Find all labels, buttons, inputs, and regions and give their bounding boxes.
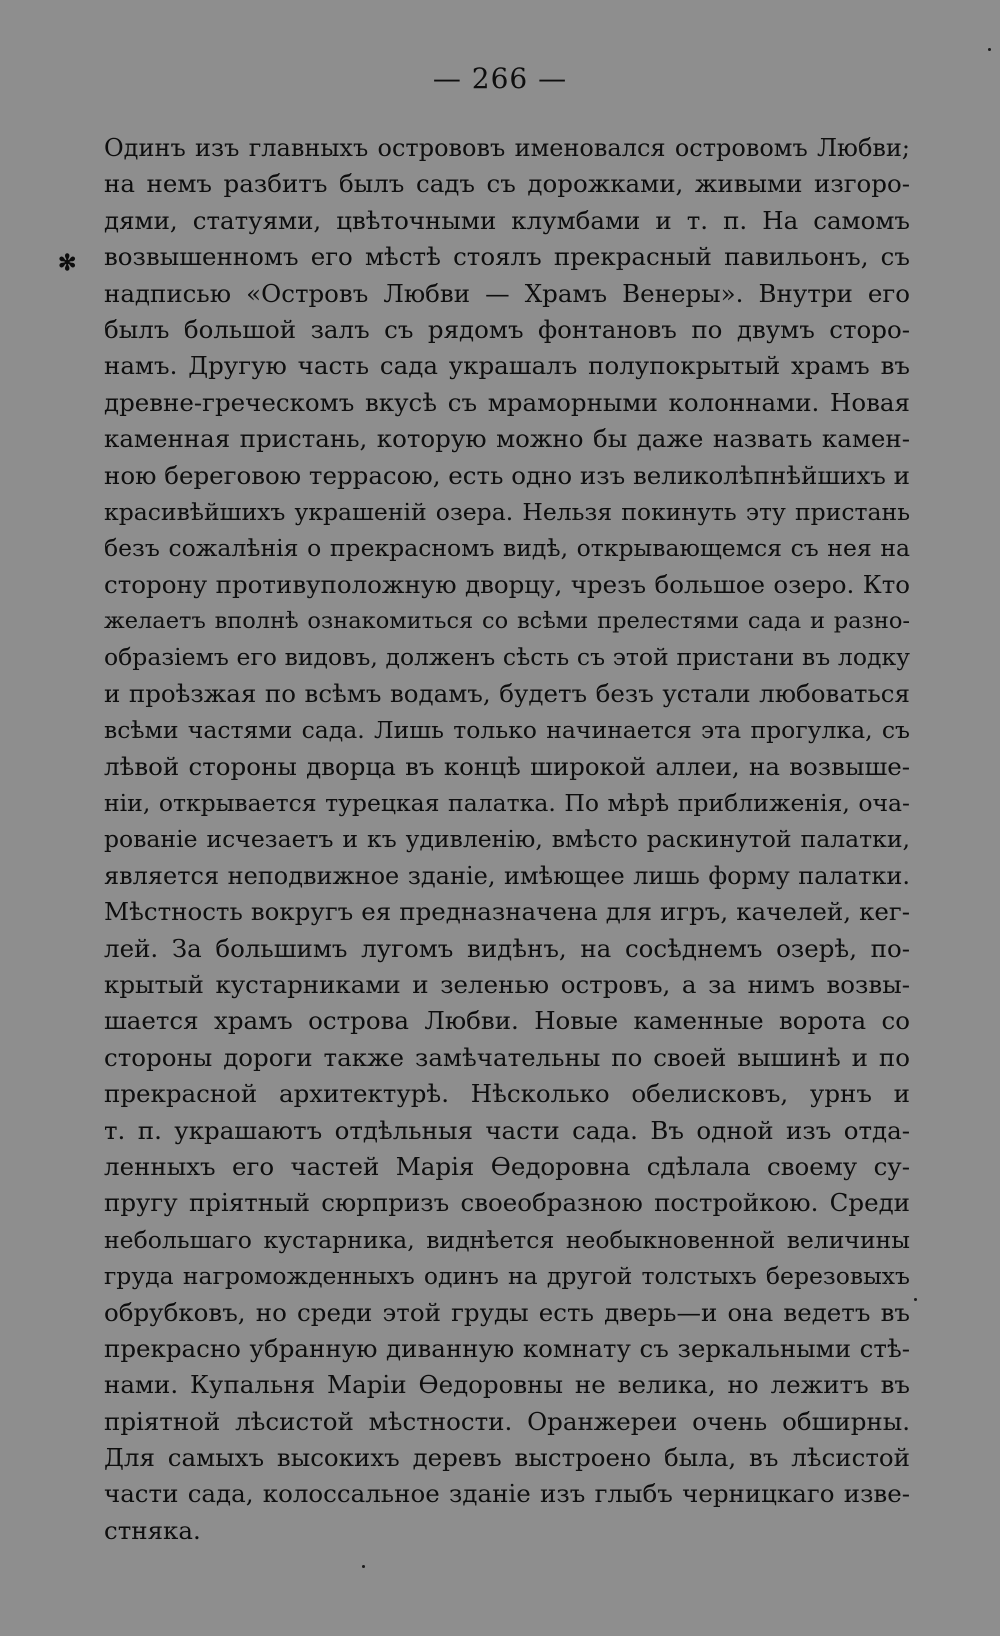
text-line: пругу пріятный сюрпризъ своеобразною постройкою. Среди	[104, 1188, 910, 1218]
scan-speck	[914, 1298, 917, 1301]
scan-speck	[988, 48, 991, 51]
text-line: нами. Купальня Маріи Өедоровны не велика, но лежитъ въ	[104, 1370, 910, 1400]
text-line: ленныхъ его частей Марія Өедоровна сдѣлала своему су-	[104, 1151, 910, 1181]
text-line: пріятной лѣсистой мѣстности. Оранжереи очень обширны.	[104, 1406, 910, 1436]
text-line: стняка.	[104, 1515, 201, 1545]
text-line: шается храмъ острова Любви. Новые каменные ворота со	[104, 1006, 910, 1036]
text-line: Одинъ изъ главныхъ острововъ именовался островомъ Любви;	[104, 134, 910, 162]
page-number: — 266 —	[432, 62, 568, 95]
text-line: лей. За большимъ лугомъ видѣнъ, на сосѣднемъ озерѣ, по-	[104, 933, 910, 963]
text-line: ніи, открывается турецкая палатка. По мѣрѣ приближенія, оча-	[104, 789, 910, 818]
text-line: небольшаго кустарника, виднѣется необыкновенной величины	[104, 1225, 910, 1254]
text-line: рованіе исчезаетъ и къ удивленію, вмѣсто раскинутой палатки,	[104, 825, 910, 854]
text-line: Для самыхъ высокихъ деревъ выстроено была, въ лѣсистой	[104, 1443, 910, 1473]
text-line: стороны дороги также замѣчательны по своей вышинѣ и по	[104, 1042, 910, 1072]
text-line: красивѣйшихъ украшеній озера. Нельзя покинуть эту пристань	[104, 497, 910, 526]
text-line: прекрасной архитектурѣ. Нѣсколько обелисковъ, урнъ и	[104, 1079, 910, 1109]
text-line: каменная пристань, которую можно бы даже назвать камен-	[104, 424, 910, 454]
text-line: намъ. Другую часть сада украшалъ полупокрытый храмъ въ	[104, 351, 910, 381]
text-line: прекрасно убранную диванную комнату съ зеркальными стѣ-	[104, 1333, 910, 1363]
text-line: обрубковъ, но среди этой груды есть дверь—и она ведетъ въ	[104, 1297, 910, 1327]
text-line: части сада, колоссальное зданіе изъ глыбъ черницкаго изве-	[104, 1479, 910, 1509]
scan-speck	[362, 1565, 365, 1568]
text-line: груда нагроможденныхъ одинъ на другой толстыхъ березовыхъ	[104, 1262, 910, 1291]
text-line: т. п. украшаютъ отдѣльныя части сада. Въ одной изъ отда-	[104, 1115, 910, 1145]
text-line: возвышенномъ его мѣстѣ стоялъ прекрасный павильонъ, съ	[104, 242, 910, 272]
text-line: всѣми частями сада. Лишь только начинается эта прогулка, съ	[104, 716, 910, 745]
text-line: крытый кустарниками и зеленью островъ, а за нимъ возвы-	[104, 969, 910, 999]
text-line: надписью «Островъ Любви — Храмъ Венеры». Внутри его	[104, 278, 910, 308]
text-line: Мѣстность вокругъ ея предназначена для игръ, качелей, кег-	[104, 897, 910, 927]
text-line: дями, статуями, цвѣточными клумбами и т. п. На самомъ	[104, 205, 910, 235]
text-line: и проѣзжая по всѣмъ водамъ, будетъ безъ устали любоваться	[104, 678, 910, 708]
text-line: сторону противуположную дворцу, чрезъ большое озеро. Кто	[104, 569, 910, 599]
text-line: желаетъ вполнѣ ознакомиться со всѣми прелестями сада и разно-	[104, 608, 910, 635]
text-line: образіемъ его видовъ, долженъ сѣсть съ этой пристани въ лодку	[104, 643, 910, 672]
text-line: былъ большой залъ съ рядомъ фонтановъ по двумъ сторо-	[104, 314, 910, 344]
text-line: является неподвижное зданіе, имѣющее лишь форму палатки.	[104, 861, 910, 890]
body-text	[104, 130, 910, 1549]
text-line: лѣвой стороны дворца въ концѣ широкой аллеи, на возвыше-	[104, 751, 910, 781]
text-line: ною береговою террасою, есть одно изъ великолѣпнѣйшихъ и	[104, 460, 910, 490]
text-line: древне-греческомъ вкусѣ съ мраморными колоннами. Новая	[104, 387, 910, 417]
margin-mark: ✻	[58, 250, 77, 276]
text-line: безъ сожалѣнія о прекрасномъ видѣ, открывающемся съ нея на	[104, 534, 910, 563]
text-line: на немъ разбитъ былъ садъ съ дорожками, живыми изгоро-	[104, 169, 910, 199]
